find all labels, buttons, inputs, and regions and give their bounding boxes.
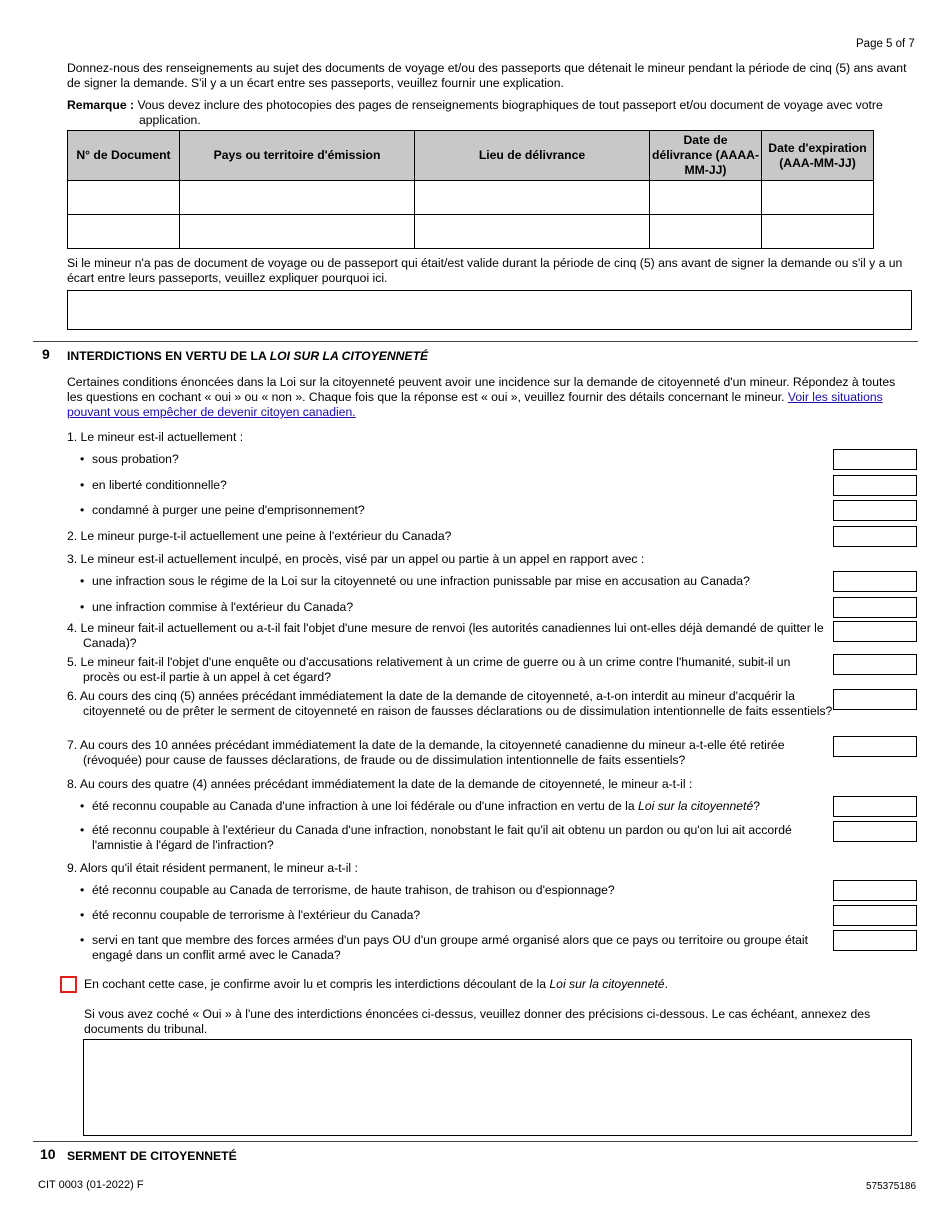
question-8a-suffix: ? [753, 799, 761, 813]
prohibitions-link[interactable]: Voir les situations pouvant vous empêcher de devenir citoyen canadien. [67, 390, 883, 419]
question-8a-italic: Loi sur la citoyenneté [638, 799, 754, 813]
issue-date-cell[interactable] [650, 181, 762, 215]
answer-9a-field[interactable] [833, 880, 917, 901]
form-code: CIT 0003 (01-2022) F [38, 1179, 144, 1191]
question-1b-text: en liberté conditionnelle? [92, 478, 227, 492]
question-3a-text: une infraction sous le régime de la Loi sur la citoyenneté ou une infraction punissable par mise en accusation au Canada? [92, 574, 750, 588]
answer-4-field[interactable] [833, 621, 917, 642]
answer-3a-field[interactable] [833, 571, 917, 592]
question-9a: • été reconnu coupable au Canada de terrorisme, de haute trahison, de trahison ou d'espionnage? [80, 883, 615, 897]
question-8a: • été reconnu coupable au Canada d'une infraction à une loi fédérale ou d'une infraction en vertu de la Loi sur la citoyenneté? [80, 799, 761, 813]
question-9b: • été reconnu coupable de terrorisme à l'extérieur du Canada? [80, 908, 421, 922]
page-number: Page 5 of 7 [856, 38, 915, 50]
table-row [68, 181, 874, 215]
document-number-cell[interactable] [68, 215, 180, 249]
section-10-title: SERMENT DE CITOYENNETÉ [67, 1149, 237, 1163]
question-9a-text: été reconnu coupable au Canada de terrorisme, de haute trahison, de trahison ou d'espionnage? [92, 883, 615, 897]
question-3b-text: une infraction commise à l'extérieur du Canada? [92, 600, 354, 614]
answer-8a-field[interactable] [833, 796, 917, 817]
table-header-row [68, 131, 874, 181]
question-8a-text: été reconnu coupable au Canada d'une infraction à une loi fédérale ou d'une infraction en vertu de la [92, 799, 639, 813]
confirm-label-italic: Loi sur la citoyenneté [549, 977, 665, 991]
remark-label: Remarque : [67, 98, 135, 112]
question-8b-text: été reconnu coupable à l'extérieur du Canada d'une infraction, nonobstant le fait qu'il ait obtenu un pardon ou qu'on lui ait accordé l'amnistie à l'égard de l'infraction? [92, 823, 792, 852]
no-document-text: Si le mineur n'a pas de document de voyage ou de passeport qui était/est valide durant la période de cinq (5) ans avant de signer la demande ou s'il y a un écart entre leurs passeports, veuillez expliquer pourquoi ici. [67, 256, 903, 285]
answer-9c-field[interactable] [833, 930, 917, 951]
travel-documents-table [67, 130, 874, 249]
header-document-number: N° de Document [68, 131, 180, 181]
expiry-date-cell[interactable] [762, 181, 874, 215]
answer-1b-field[interactable] [833, 475, 917, 496]
question-1b: • en liberté conditionnelle? [80, 478, 227, 492]
question-3a: • une infraction sous le régime de la Loi sur la citoyenneté ou une infraction punissable par mise en accusation au Canada? [80, 574, 750, 588]
issue-date-cell[interactable] [650, 215, 762, 249]
answer-1a-field[interactable] [833, 449, 917, 470]
question-9b-text: été reconnu coupable de terrorisme à l'extérieur du Canada? [92, 908, 421, 922]
question-1: 1. Le mineur est-il actuellement : [67, 430, 244, 444]
answer-5-field[interactable] [833, 654, 917, 675]
confirm-label-suffix: . [664, 977, 668, 991]
answer-8b-field[interactable] [833, 821, 917, 842]
section-9-number: 9 [42, 346, 50, 362]
section-9-intro [67, 375, 912, 420]
header-place-of-issue: Lieu de délivrance [415, 131, 650, 181]
confirm-label-text: En cochant cette case, je confirme avoir lu et compris les interdictions découlant de la [84, 977, 550, 991]
answer-7-field[interactable] [833, 736, 917, 757]
header-country: Pays ou territoire d'émission [180, 131, 415, 181]
question-9: 9. Alors qu'il était résident permanent, le mineur a-t-il : [67, 861, 358, 875]
question-1c: • condamné à purger une peine d'emprisonnement? [80, 503, 365, 517]
section-divider [33, 1141, 918, 1142]
expiry-date-cell[interactable] [762, 215, 874, 249]
question-9c-text: servi en tant que membre des forces armées d'un pays OU d'un groupe armé organisé alors que ce pays ou territoire ou groupe était engagé dans un conflit armé avec le Canada? [92, 933, 808, 962]
confirm-checkbox[interactable] [60, 976, 77, 993]
section-9-title [67, 349, 428, 364]
remark-text-cont: application. [139, 113, 201, 127]
answer-9b-field[interactable] [833, 905, 917, 926]
answer-6-field[interactable] [833, 689, 917, 710]
section-divider [33, 341, 918, 342]
passport-explanation-field[interactable] [67, 290, 912, 330]
answer-3b-field[interactable] [833, 597, 917, 618]
document-number-cell[interactable] [68, 181, 180, 215]
travel-intro: Donnez-nous des renseignements au sujet des documents de voyage et/ou des passeports que détenait le mineur pendant la période de cinq (5) ans avant de signer la demande. S'il y a un écart entre ses passeports, veuillez fournir une explication. [67, 61, 907, 90]
question-4: 4. Le mineur fait-il actuellement ou a-t-il fait l'objet d'une mesure de renvoi (les autorités canadiennes lui ont-elles déjà demandé de quitter le Canada)? [67, 621, 824, 650]
table-row [68, 215, 874, 249]
question-5: 5. Le mineur fait-il l'objet d'une enquête ou d'accusations relativement à un crime de guerre ou à un crime contre l'humanité, subit-il un procès ou est-il partie à un appel à cet égard? [67, 655, 791, 684]
section-10-number: 10 [40, 1146, 56, 1162]
question-2: 2. Le mineur purge-t-il actuellement une peine à l'extérieur du Canada? [67, 529, 452, 543]
barcode-number: 575375186 [866, 1181, 917, 1192]
details-field[interactable] [83, 1039, 912, 1136]
question-3: 3. Le mineur est-il actuellement inculpé, en procès, visé par un appel ou partie à un appel en rapport avec : [67, 552, 645, 566]
details-instructions: Si vous avez coché « Oui » à l'une des interdictions énoncées ci-dessus, veuillez donner des précisions ci-dessous. Le cas échéant, annexez des documents du tribunal. [84, 1007, 871, 1036]
question-3b: • une infraction commise à l'extérieur du Canada? [80, 600, 354, 614]
confirm-label [84, 977, 668, 992]
answer-2-field[interactable] [833, 526, 917, 547]
header-expiry-date: Date d'expiration (AAA-MM-JJ) [762, 131, 874, 181]
question-1a: • sous probation? [80, 452, 179, 466]
section-9-title-text: INTERDICTIONS EN VERTU DE LA [67, 349, 270, 363]
travel-remark [67, 98, 912, 128]
question-1c-text: condamné à purger une peine d'emprisonnement? [92, 503, 365, 517]
country-cell[interactable] [180, 215, 415, 249]
country-cell[interactable] [180, 181, 415, 215]
place-of-issue-cell[interactable] [415, 181, 650, 215]
question-8: 8. Au cours des quatre (4) années précédant immédiatement la date de la demande de citoyenneté, le mineur a-t-il : [67, 777, 693, 791]
question-1a-text: sous probation? [92, 452, 179, 466]
question-7: 7. Au cours des 10 années précédant immédiatement la date de la demande, la citoyenneté canadienne du mineur a-t-elle été retirée (révoquée) pour cause de fausses déclarations, de fraude ou de dissimulation intentionnelle de faits essentiels? [67, 738, 785, 767]
place-of-issue-cell[interactable] [415, 215, 650, 249]
header-issue-date: Date de délivrance (AAAA-MM-JJ) [650, 131, 762, 181]
remark-text: Vous devez inclure des photocopies des pages de renseignements biographiques de tout passeport et/ou document de voyage avec votre [137, 98, 883, 112]
question-6: 6. Au cours des cinq (5) années précédant immédiatement la date de la demande de citoyenneté, a-t-on interdit au mineur d'acquérir la citoyenneté ou de prêter le serment de citoyenneté en raison de fausses déclarations ou de dissimulation intentionnelle de faits essentiels? [67, 689, 833, 718]
section-9-intro-text: Certaines conditions énoncées dans la Loi sur la citoyenneté peuvent avoir une incidence sur la demande de citoyenneté d'un mineur. Répondez à toutes les questions en cochant « oui » ou « non ». Chaque fois que la réponse est « oui », veuillez fournir des détails concernant le mineur. [67, 375, 896, 404]
section-9-title-italic: LOI SUR LA CITOYENNETÉ [269, 349, 429, 363]
question-8b: • été reconnu coupable à l'extérieur du Canada d'une infraction, nonobstant le fait qu'il ait obtenu un pardon ou qu'on lui ait accordé l'amnistie à l'égard de l'infraction? [80, 823, 792, 852]
answer-1c-field[interactable] [833, 500, 917, 521]
question-9c: • servi en tant que membre des forces armées d'un pays OU d'un groupe armé organisé alors que ce pays ou territoire ou groupe était engagé dans un conflit armé avec le Canada? [80, 933, 808, 962]
